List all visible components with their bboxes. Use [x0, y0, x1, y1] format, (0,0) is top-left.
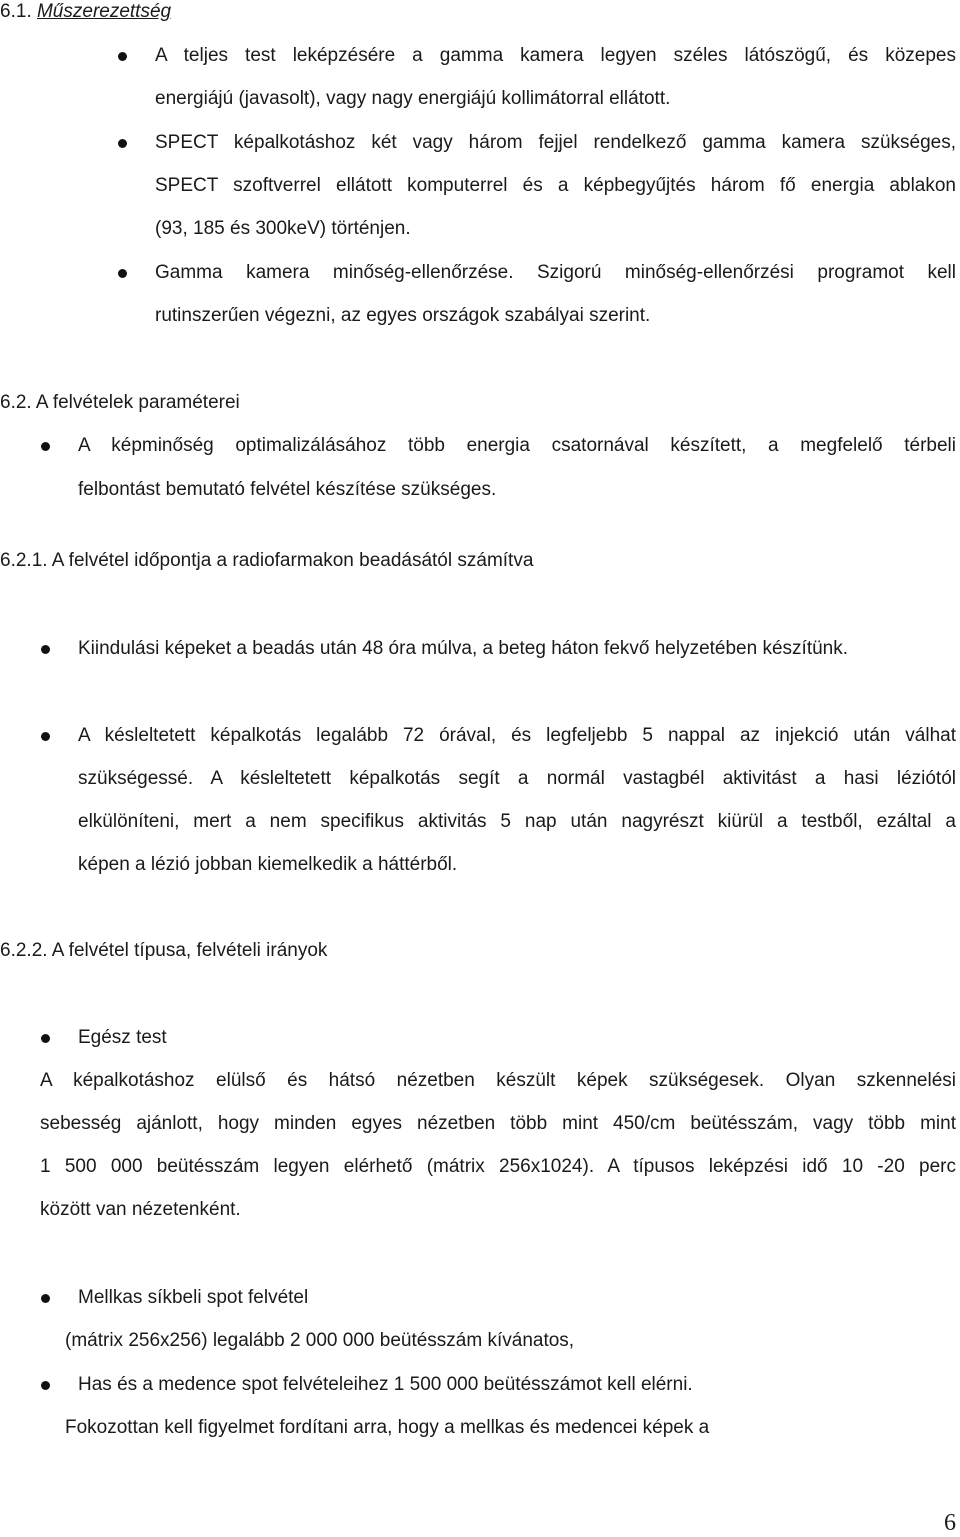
- page-number: 6: [944, 1510, 956, 1536]
- paragraph-line: A képalkotáshoz elülső és hátsó nézetben készült képek szükségesek. Olyan szkennelési: [40, 1070, 956, 1091]
- paragraph-line: felbontást bemutató felvétel készítése szükséges.: [78, 479, 497, 500]
- paragraph-line: szükségessé. A késleltetett képalkotás segít a normál vastagbél aktivitást a hasi léziótól: [78, 768, 956, 789]
- section-heading-6-2-2: 6.2.2. A felvétel típusa, felvételi irányok: [0, 940, 328, 961]
- paragraph-line: SPECT szoftverrel ellátott komputerrel és a képbegyűjtés három fő energia ablakon: [155, 175, 956, 196]
- heading-number: 6.1.: [0, 1, 32, 22]
- paragraph-line: energiájú (javasolt), vagy nagy energiájú kollimátorral ellátott.: [155, 88, 671, 109]
- bullet-icon: [118, 52, 127, 61]
- bullet-icon: [41, 732, 50, 741]
- paragraph-line: (mátrix 256x256) legalább 2 000 000 beütésszám kívánatos,: [65, 1330, 575, 1351]
- section-heading-6-1: [0, 0, 171, 24]
- paragraph-line: Fokozottan kell figyelmet fordítani arra, hogy a mellkas és medencei képek a: [65, 1417, 710, 1438]
- paragraph-line: 1 500 000 beütésszám legyen elérhető (mátrix 256x1024). A típusos leképzési idő 10 -20 perc: [40, 1156, 956, 1177]
- paragraph-line: (93, 185 és 300keV) történjen.: [155, 218, 411, 239]
- list-item-label: Has és a medence spot felvételeihez 1 500 000 beütésszámot kell elérni.: [78, 1374, 693, 1395]
- bullet-icon: [41, 645, 50, 654]
- paragraph-line: SPECT képalkotáshoz két vagy három fejjel rendelkező gamma kamera szükséges,: [155, 132, 956, 153]
- paragraph-line: Gamma kamera minőség-ellenőrzése. Szigorú minőség-ellenőrzési programot kell: [155, 262, 956, 283]
- bullet-icon: [41, 442, 50, 451]
- bullet-icon: [118, 139, 127, 148]
- list-item-label: Egész test: [78, 1027, 167, 1048]
- paragraph-line: elkülöníteni, mert a nem specifikus aktivitás 5 nap után nagyrészt kiürül a testből, ezáltal a: [78, 811, 956, 832]
- bullet-icon: [118, 269, 127, 278]
- paragraph-line: A képminőség optimalizálásához több energia csatornával készített, a megfelelő térbeli: [78, 435, 956, 456]
- paragraph-line: A késleltetett képalkotás legalább 72 órával, és legfeljebb 5 nappal az injekció után válhat: [78, 725, 956, 746]
- section-heading-6-2: 6.2. A felvételek paraméterei: [0, 392, 240, 413]
- paragraph-line: Kiindulási képeket a beadás után 48 óra múlva, a beteg háton fekvő helyzetében készítünk.: [78, 638, 849, 659]
- bullet-icon: [41, 1294, 50, 1303]
- section-heading-6-2-1: 6.2.1. A felvétel időpontja a radiofarmakon beadásától számítva: [0, 550, 534, 571]
- bullet-icon: [41, 1381, 50, 1390]
- paragraph-line: A teljes test leképzésére a gamma kamera legyen széles látószögű, és közepes: [155, 45, 956, 66]
- paragraph-line: rutinszerűen végezni, az egyes országok szabályai szerint.: [155, 305, 651, 326]
- paragraph-line: között van nézetenként.: [40, 1199, 241, 1220]
- list-item-label: Mellkas síkbeli spot felvétel: [78, 1287, 309, 1308]
- paragraph-line: sebesség ajánlott, hogy minden egyes nézetben több mint 450/cm beütésszám, vagy több mint: [40, 1113, 956, 1134]
- bullet-icon: [41, 1034, 50, 1043]
- heading-title: Műszerezettség: [36, 1, 172, 22]
- paragraph-line: képen a lézió jobban kiemelkedik a háttérből.: [78, 854, 458, 875]
